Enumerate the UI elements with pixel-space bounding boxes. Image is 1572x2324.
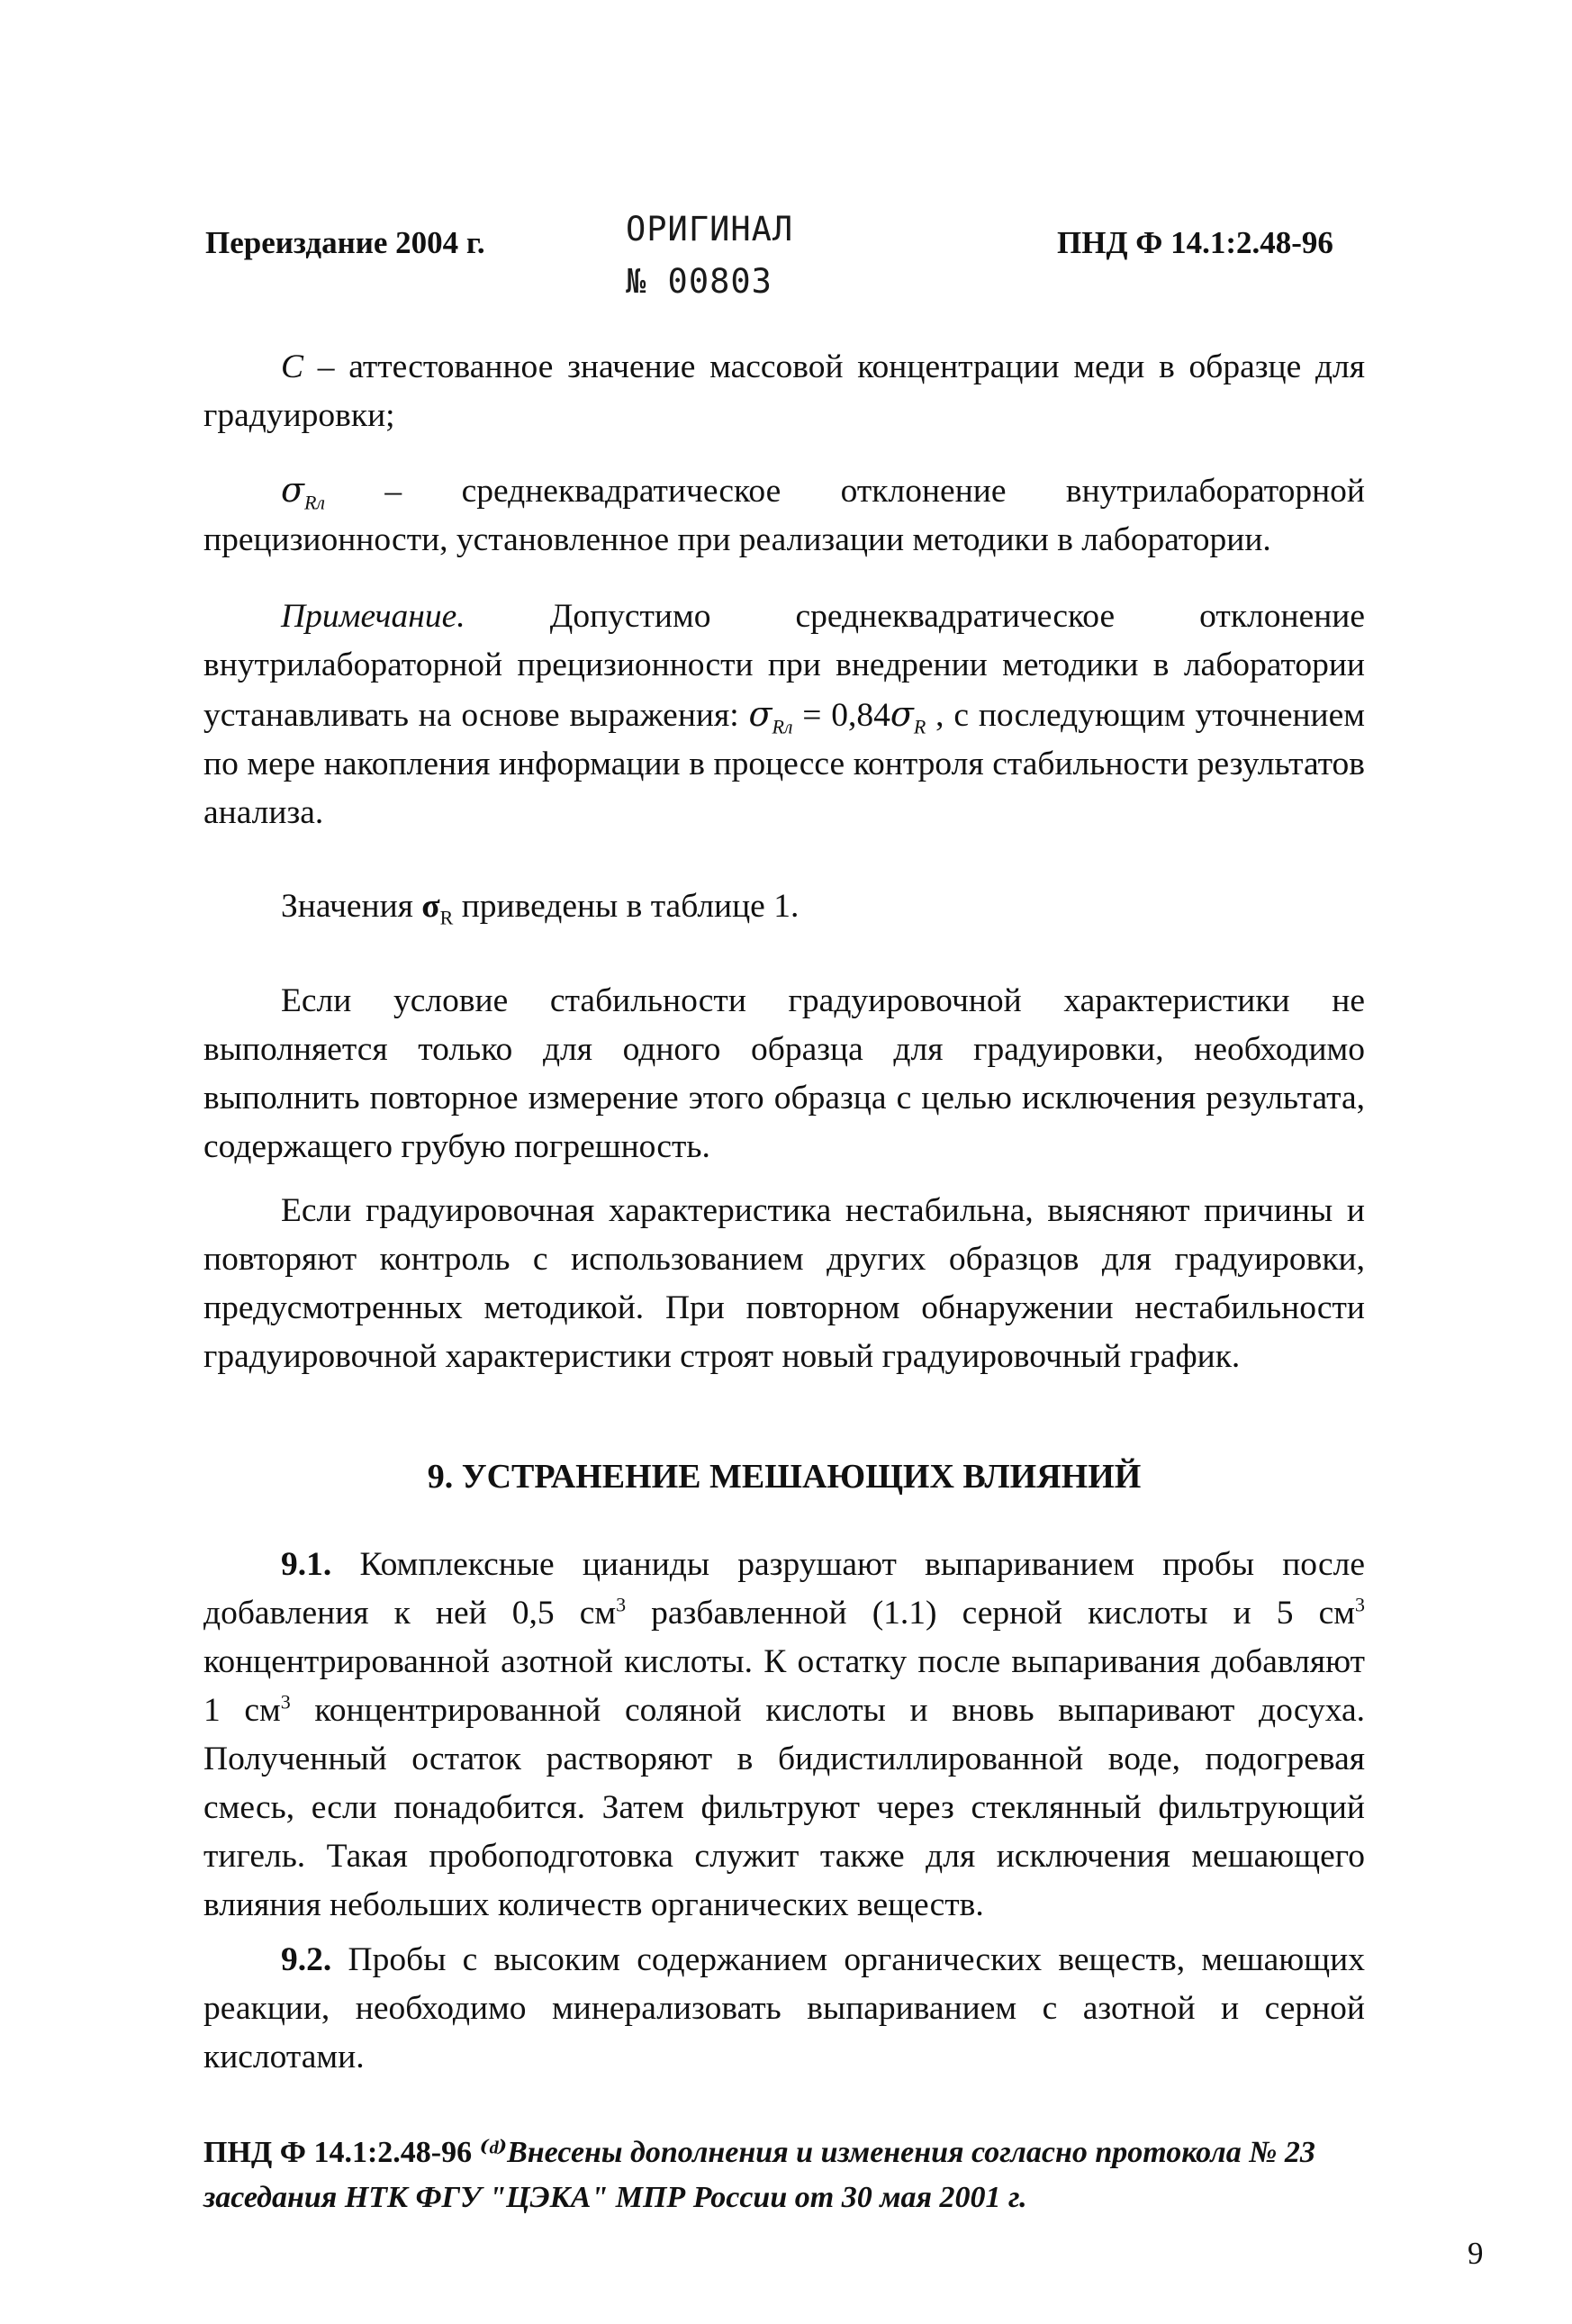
sigma-ref-text-b: приведены в таблице 1. [453,888,800,925]
section-9-1-paragraph [203,1541,1365,1930]
stability-paragraph-1 [203,977,1365,1171]
footnote-text: Внесены дополнения и изменения согласно протокола № 23 заседания НТК ФГУ "ЦЭКА" МПР России от 30 мая 2001 г. [203,2136,1315,2214]
sigma-table-paragraph [203,882,1365,931]
formula-sub-1: Rл [772,715,793,738]
sigma-ref-symbol: σ [421,888,440,925]
reissue-label: Переиздание 2004 г. [205,225,485,260]
section-9-heading: 9. УСТРАНЕНИЕ МЕШАЮЩИХ ВЛИЯНИЙ [427,1458,1142,1496]
definition-c-text: – аттестованное значение массовой концентрации меди в образце для градуировки; [203,348,1365,434]
s91-text-b: разбавленной (1.1) серной кислоты и 5 см [626,1595,1355,1632]
stamp-line-1: ОРИГИНАЛ [626,210,794,249]
definition-sigma-text: – среднеквадратическое отклонение внутрилабораторной прецизионности, установленное при реализации методики в лаборатории. [203,473,1365,558]
s92-text: Пробы с высоким содержанием органических веществ, мешающих реакции, необходимо минерализовать выпариванием с азотной и серной кислотами. [203,1941,1365,2075]
amendment-footnote [203,2130,1374,2220]
formula-mid: = 0,84 [792,697,890,734]
stability-text-1: Если условие стабильности градуировочной характеристики не выполняется только для одного образца для градуировки, необходимо выполнить повторное измерение этого образца с целью исключения результата, содержащего грубую погрешность. [203,982,1365,1165]
s91-text-a: Комплексные цианиды разрушают выпариванием пробы после добавления к ней 0,5 см [203,1546,1365,1632]
stamp-line-2: № 00803 [626,262,772,301]
section-9-1-number: 9.1. [281,1546,332,1583]
formula-sigma-1: σ [748,694,772,734]
note-block [203,592,1365,837]
note-text-a: Допустимо среднеквадратическое отклонение внутрилабораторной прецизионности при внедрении методики в лаборатории устанавливать на основе выражения: [203,598,1365,734]
document-code: ПНД Ф 14.1:2.48-96 [1057,225,1333,260]
stability-paragraph-2 [203,1187,1365,1381]
symbol-sigma: σ [281,470,304,510]
symbol-sigma-sub: Rл [303,491,325,514]
definition-sigma [203,466,1365,565]
sigma-table-ref [203,882,1365,931]
footnote-code: ПНД Ф 14.1:2.48-96 [203,2136,480,2169]
note-text-b: , с последующим уточнением по мере накопления информации в процессе контроля стабильности результатов анализа. [203,697,1365,831]
note-label: Примечание. [281,598,465,635]
s91-text-d: концентрированной соляной кислоты и вновь выпаривают досуха. Полученный остаток растворяют в бидистиллированной воде, подогревая смесь, если понадобится. Затем фильтруют через стеклянный фильтрующий тигель. Такая пробоподготовка служит также для исключения мешающего влияния небольших количеств органических веществ. [203,1692,1365,1923]
footnote-mark: ⁽ᵈ⁾ [479,2136,508,2169]
section-9-1 [203,1541,1365,1930]
original-stamp [626,203,793,308]
definition-c [203,343,1365,440]
note-paragraph [203,592,1365,837]
s91-text-c: концентрированной азотной кислоты. К остатку после выпаривания добавляют 1 см [203,1643,1365,1729]
formula-sigma-2: σ [890,694,914,734]
sup-cubic-2: 3 [1355,1593,1365,1616]
section-9-2-number: 9.2. [281,1941,332,1978]
sigma-ref-sub: R [439,906,454,929]
stability-text-2: Если градуировочная характеристика нестабильна, выясняют причины и повторяют контроль с использованием других образцов для градуировки, предусмотренных методикой. При повторном обнаружении нестабильности градуировочной характеристики строят новый градуировочный график. [203,1192,1365,1375]
symbol-c: C [281,348,304,385]
formula-sub-2: R [913,715,926,738]
sigma-ref-text-a: Значения [281,888,422,925]
section-9-2-paragraph [203,1936,1365,2082]
page-number: 9 [1468,2236,1484,2271]
sup-cubic-1: 3 [616,1593,627,1616]
definitions-block [203,343,1365,565]
sup-cubic-3: 3 [280,1690,291,1714]
section-9-2 [203,1936,1365,2082]
